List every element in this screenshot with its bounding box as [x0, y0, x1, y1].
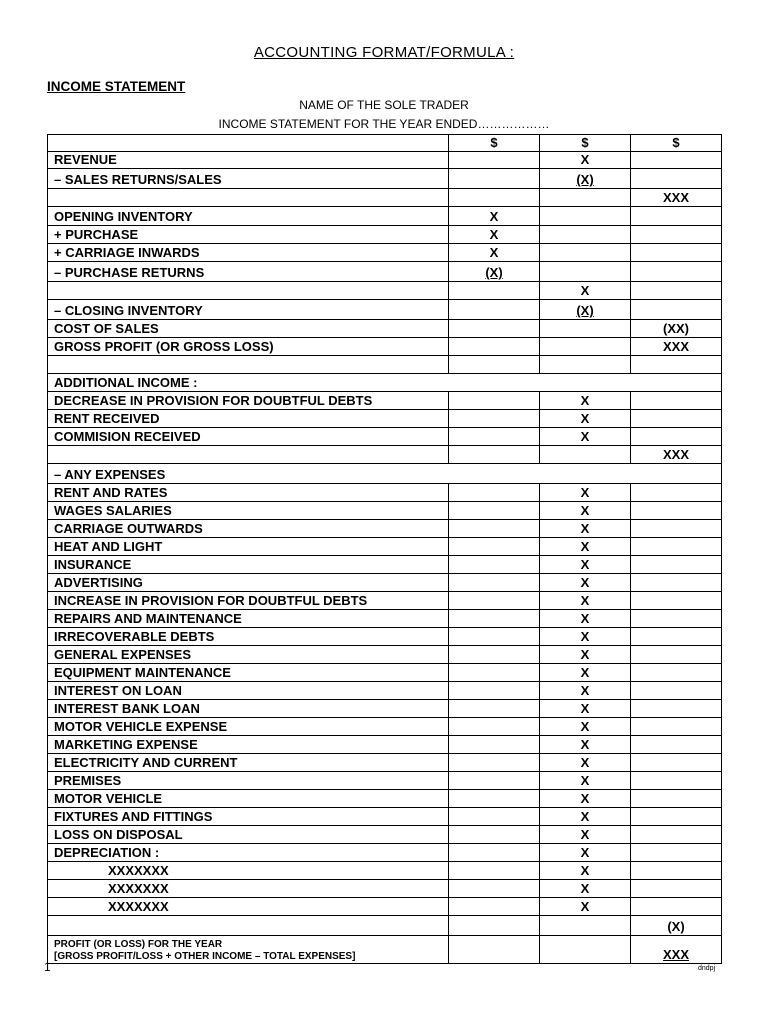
amount-col-3: [631, 484, 722, 502]
amount-col-3: [631, 244, 722, 262]
section-heading: INCOME STATEMENT: [47, 79, 186, 94]
row-label: ELECTRICITY AND CURRENT: [48, 754, 449, 772]
statement-row: [48, 646, 722, 664]
statement-row: [48, 410, 722, 428]
row-label: [48, 446, 449, 464]
amount-col-2: X: [540, 700, 631, 718]
row-label: [48, 282, 449, 300]
row-label: – SALES RETURNS/SALES: [48, 169, 449, 189]
amount-col-2: X: [540, 754, 631, 772]
income-statement-body: [48, 135, 722, 964]
row-label: XXXXXXX: [48, 898, 449, 916]
amount-col-3: [631, 538, 722, 556]
amount-col-2: X: [540, 772, 631, 790]
statement-row: [48, 736, 722, 754]
amount-col-1: [449, 300, 540, 320]
row-label: INCREASE IN PROVISION FOR DOUBTFUL DEBTS: [48, 592, 449, 610]
amount-col-1: X: [449, 244, 540, 262]
row-label: INTEREST ON LOAN: [48, 682, 449, 700]
statement-row: [48, 374, 722, 392]
amount-col-2: X: [540, 628, 631, 646]
amount-col-2: [540, 320, 631, 338]
amount-col-3: [631, 574, 722, 592]
statement-row: [48, 135, 722, 152]
row-label: + CARRIAGE INWARDS: [48, 244, 449, 262]
statement-row: [48, 556, 722, 574]
amount-col-2: [540, 226, 631, 244]
amount-col-1: [449, 392, 540, 410]
amount-col-1: [449, 484, 540, 502]
statement-row: [48, 682, 722, 700]
trader-name-line: NAME OF THE SOLE TRADER: [299, 98, 469, 112]
statement-row: [48, 898, 722, 916]
row-label: FIXTURES AND FITTINGS: [48, 808, 449, 826]
page-number: 1: [44, 960, 51, 974]
amount-col-1: [449, 574, 540, 592]
amount-col-2: [540, 262, 631, 282]
amount-col-1: [449, 592, 540, 610]
amount-col-3: [631, 862, 722, 880]
amount-col-2: X: [540, 484, 631, 502]
amount-col-3: [631, 808, 722, 826]
statement-row: [48, 189, 722, 207]
statement-row: [48, 880, 722, 898]
row-label: – CLOSING INVENTORY: [48, 300, 449, 320]
amount-col-3: XXX: [631, 338, 722, 356]
amount-col-1: [449, 628, 540, 646]
amount-col-1: [449, 862, 540, 880]
amount-col-3: [631, 610, 722, 628]
row-label: WAGES SALARIES: [48, 502, 449, 520]
row-label: [48, 135, 449, 152]
amount-col-2: X: [540, 282, 631, 300]
row-label: [48, 916, 449, 936]
amount-col-2: [540, 338, 631, 356]
amount-col-1: [449, 664, 540, 682]
amount-col-3: [631, 826, 722, 844]
amount-col-1: [449, 410, 540, 428]
statement-row: [48, 520, 722, 538]
statement-row: [48, 207, 722, 226]
amount-col-3: [631, 207, 722, 226]
statement-row: [48, 718, 722, 736]
row-label: ADDITIONAL INCOME :: [48, 374, 722, 392]
amount-col-3: $: [631, 135, 722, 152]
amount-col-3: [631, 502, 722, 520]
amount-col-3: [631, 682, 722, 700]
statement-row: [48, 790, 722, 808]
amount-col-3: [631, 300, 722, 320]
amount-col-2: X: [540, 664, 631, 682]
row-label: REVENUE: [48, 152, 449, 169]
amount-col-2: [540, 189, 631, 207]
statement-row: [48, 226, 722, 244]
row-label: GROSS PROFIT (OR GROSS LOSS): [48, 338, 449, 356]
row-label: HEAT AND LIGHT: [48, 538, 449, 556]
amount-col-3: [631, 556, 722, 574]
amount-col-3: (XX): [631, 320, 722, 338]
amount-col-3: [631, 844, 722, 862]
row-label: + PURCHASE: [48, 226, 449, 244]
amount-col-2: [540, 356, 631, 374]
row-label: MARKETING EXPENSE: [48, 736, 449, 754]
statement-row: [48, 502, 722, 520]
row-label: PREMISES: [48, 772, 449, 790]
amount-col-3: [631, 520, 722, 538]
row-label: [48, 356, 449, 374]
statement-row: [48, 169, 722, 189]
statement-row: [48, 464, 722, 484]
amount-col-2: X: [540, 392, 631, 410]
statement-row: [48, 262, 722, 282]
amount-col-1: [449, 338, 540, 356]
amount-col-2: X: [540, 718, 631, 736]
amount-col-1: [449, 880, 540, 898]
amount-col-3: [631, 592, 722, 610]
amount-col-3: (X): [631, 916, 722, 936]
row-label: OPENING INVENTORY: [48, 207, 449, 226]
statement-row: [48, 484, 722, 502]
amount-col-1: [449, 189, 540, 207]
statement-row: [48, 338, 722, 356]
row-label: LOSS ON DISPOSAL: [48, 826, 449, 844]
statement-row: [48, 574, 722, 592]
amount-col-2: X: [540, 556, 631, 574]
statement-row: [48, 320, 722, 338]
amount-col-2: [540, 207, 631, 226]
row-label: – PURCHASE RETURNS: [48, 262, 449, 282]
amount-col-2: (X): [540, 169, 631, 189]
statement-row: [48, 244, 722, 262]
amount-col-1: [449, 428, 540, 446]
amount-col-3: [631, 282, 722, 300]
amount-col-2: [540, 916, 631, 936]
amount-col-2: X: [540, 682, 631, 700]
amount-col-1: [449, 152, 540, 169]
amount-col-1: [449, 502, 540, 520]
row-label: INTEREST BANK LOAN: [48, 700, 449, 718]
amount-col-1: [449, 682, 540, 700]
amount-col-3: XXX: [631, 189, 722, 207]
statement-row: [48, 664, 722, 682]
amount-col-1: [449, 916, 540, 936]
row-label: PROFIT (OR LOSS) FOR THE YEAR [GROSS PROFIT/LOSS + OTHER INCOME – TOTAL EXPENSES]: [48, 936, 449, 964]
amount-col-1: [449, 538, 540, 556]
row-label: GENERAL EXPENSES: [48, 646, 449, 664]
amount-col-1: [449, 736, 540, 754]
amount-col-2: X: [540, 502, 631, 520]
statement-row: [48, 356, 722, 374]
amount-col-2: X: [540, 862, 631, 880]
amount-col-2: X: [540, 410, 631, 428]
amount-col-1: $: [449, 135, 540, 152]
row-label: DECREASE IN PROVISION FOR DOUBTFUL DEBTS: [48, 392, 449, 410]
statement-row: [48, 538, 722, 556]
amount-col-1: [449, 646, 540, 664]
row-label: XXXXXXX: [48, 862, 449, 880]
amount-col-2: X: [540, 538, 631, 556]
amount-col-2: X: [540, 610, 631, 628]
amount-col-2: X: [540, 574, 631, 592]
row-label: XXXXXXX: [48, 880, 449, 898]
amount-col-3: [631, 428, 722, 446]
row-label: CARRIAGE OUTWARDS: [48, 520, 449, 538]
amount-col-2: X: [540, 736, 631, 754]
statement-row: [48, 300, 722, 320]
amount-col-2: X: [540, 790, 631, 808]
amount-col-2: [540, 446, 631, 464]
statement-row: [48, 754, 722, 772]
amount-col-1: [449, 556, 540, 574]
statement-period-line: INCOME STATEMENT FOR THE YEAR ENDED………………: [218, 117, 550, 131]
statement-row: [48, 628, 722, 646]
amount-col-1: [449, 610, 540, 628]
row-label: DEPRECIATION :: [48, 844, 449, 862]
row-label: ADVERTISING: [48, 574, 449, 592]
amount-col-3: [631, 262, 722, 282]
amount-col-1: [449, 520, 540, 538]
amount-col-3: XXX: [631, 936, 722, 964]
amount-col-2: X: [540, 152, 631, 169]
statement-row: [48, 592, 722, 610]
amount-col-1: X: [449, 207, 540, 226]
amount-col-3: [631, 790, 722, 808]
amount-col-2: X: [540, 646, 631, 664]
amount-col-2: $: [540, 135, 631, 152]
amount-col-3: [631, 898, 722, 916]
row-label: COST OF SALES: [48, 320, 449, 338]
row-label: EQUIPMENT MAINTENANCE: [48, 664, 449, 682]
row-label: COMMISION RECEIVED: [48, 428, 449, 446]
row-label: IRRECOVERABLE DEBTS: [48, 628, 449, 646]
amount-col-3: [631, 718, 722, 736]
amount-col-2: [540, 936, 631, 964]
amount-col-1: [449, 826, 540, 844]
row-label: RENT RECEIVED: [48, 410, 449, 428]
amount-col-1: [449, 282, 540, 300]
amount-col-3: [631, 664, 722, 682]
amount-col-2: (X): [540, 300, 631, 320]
amount-col-2: X: [540, 808, 631, 826]
amount-col-2: X: [540, 898, 631, 916]
statement-row: [48, 936, 722, 964]
amount-col-1: (X): [449, 262, 540, 282]
amount-col-3: [631, 226, 722, 244]
amount-col-3: [631, 736, 722, 754]
statement-row: [48, 700, 722, 718]
amount-col-2: X: [540, 844, 631, 862]
amount-col-1: [449, 754, 540, 772]
income-statement-table: [47, 134, 722, 964]
amount-col-3: [631, 772, 722, 790]
statement-row: [48, 428, 722, 446]
amount-col-3: [631, 152, 722, 169]
amount-col-3: [631, 700, 722, 718]
amount-col-3: [631, 754, 722, 772]
amount-col-1: [449, 790, 540, 808]
row-label: – ANY EXPENSES: [48, 464, 722, 484]
amount-col-2: X: [540, 592, 631, 610]
amount-col-1: [449, 446, 540, 464]
amount-col-1: X: [449, 226, 540, 244]
statement-row: [48, 862, 722, 880]
statement-row: [48, 152, 722, 169]
statement-row: [48, 916, 722, 936]
statement-row: [48, 282, 722, 300]
amount-col-3: [631, 356, 722, 374]
amount-col-3: [631, 169, 722, 189]
statement-row: [48, 772, 722, 790]
row-label: RENT AND RATES: [48, 484, 449, 502]
row-label: MOTOR VEHICLE EXPENSE: [48, 718, 449, 736]
statement-row: [48, 808, 722, 826]
statement-row: [48, 826, 722, 844]
document-title: ACCOUNTING FORMAT/FORMULA :: [253, 44, 515, 61]
amount-col-3: [631, 410, 722, 428]
amount-col-3: [631, 628, 722, 646]
statement-row: [48, 844, 722, 862]
row-label: [48, 189, 449, 207]
amount-col-1: [449, 898, 540, 916]
statement-row: [48, 392, 722, 410]
amount-col-1: [449, 936, 540, 964]
amount-col-3: [631, 646, 722, 664]
amount-col-2: X: [540, 428, 631, 446]
footer-mark: dndpj: [698, 965, 716, 972]
amount-col-2: X: [540, 880, 631, 898]
amount-col-2: X: [540, 520, 631, 538]
amount-col-1: [449, 772, 540, 790]
amount-col-1: [449, 700, 540, 718]
amount-col-3: XXX: [631, 446, 722, 464]
row-label: REPAIRS AND MAINTENANCE: [48, 610, 449, 628]
amount-col-2: [540, 244, 631, 262]
statement-row: [48, 446, 722, 464]
row-label: MOTOR VEHICLE: [48, 790, 449, 808]
amount-col-3: [631, 392, 722, 410]
amount-col-1: [449, 320, 540, 338]
amount-col-1: [449, 844, 540, 862]
amount-col-1: [449, 718, 540, 736]
amount-col-2: X: [540, 826, 631, 844]
amount-col-3: [631, 880, 722, 898]
statement-row: [48, 610, 722, 628]
row-label: INSURANCE: [48, 556, 449, 574]
amount-col-1: [449, 356, 540, 374]
amount-col-1: [449, 808, 540, 826]
amount-col-1: [449, 169, 540, 189]
